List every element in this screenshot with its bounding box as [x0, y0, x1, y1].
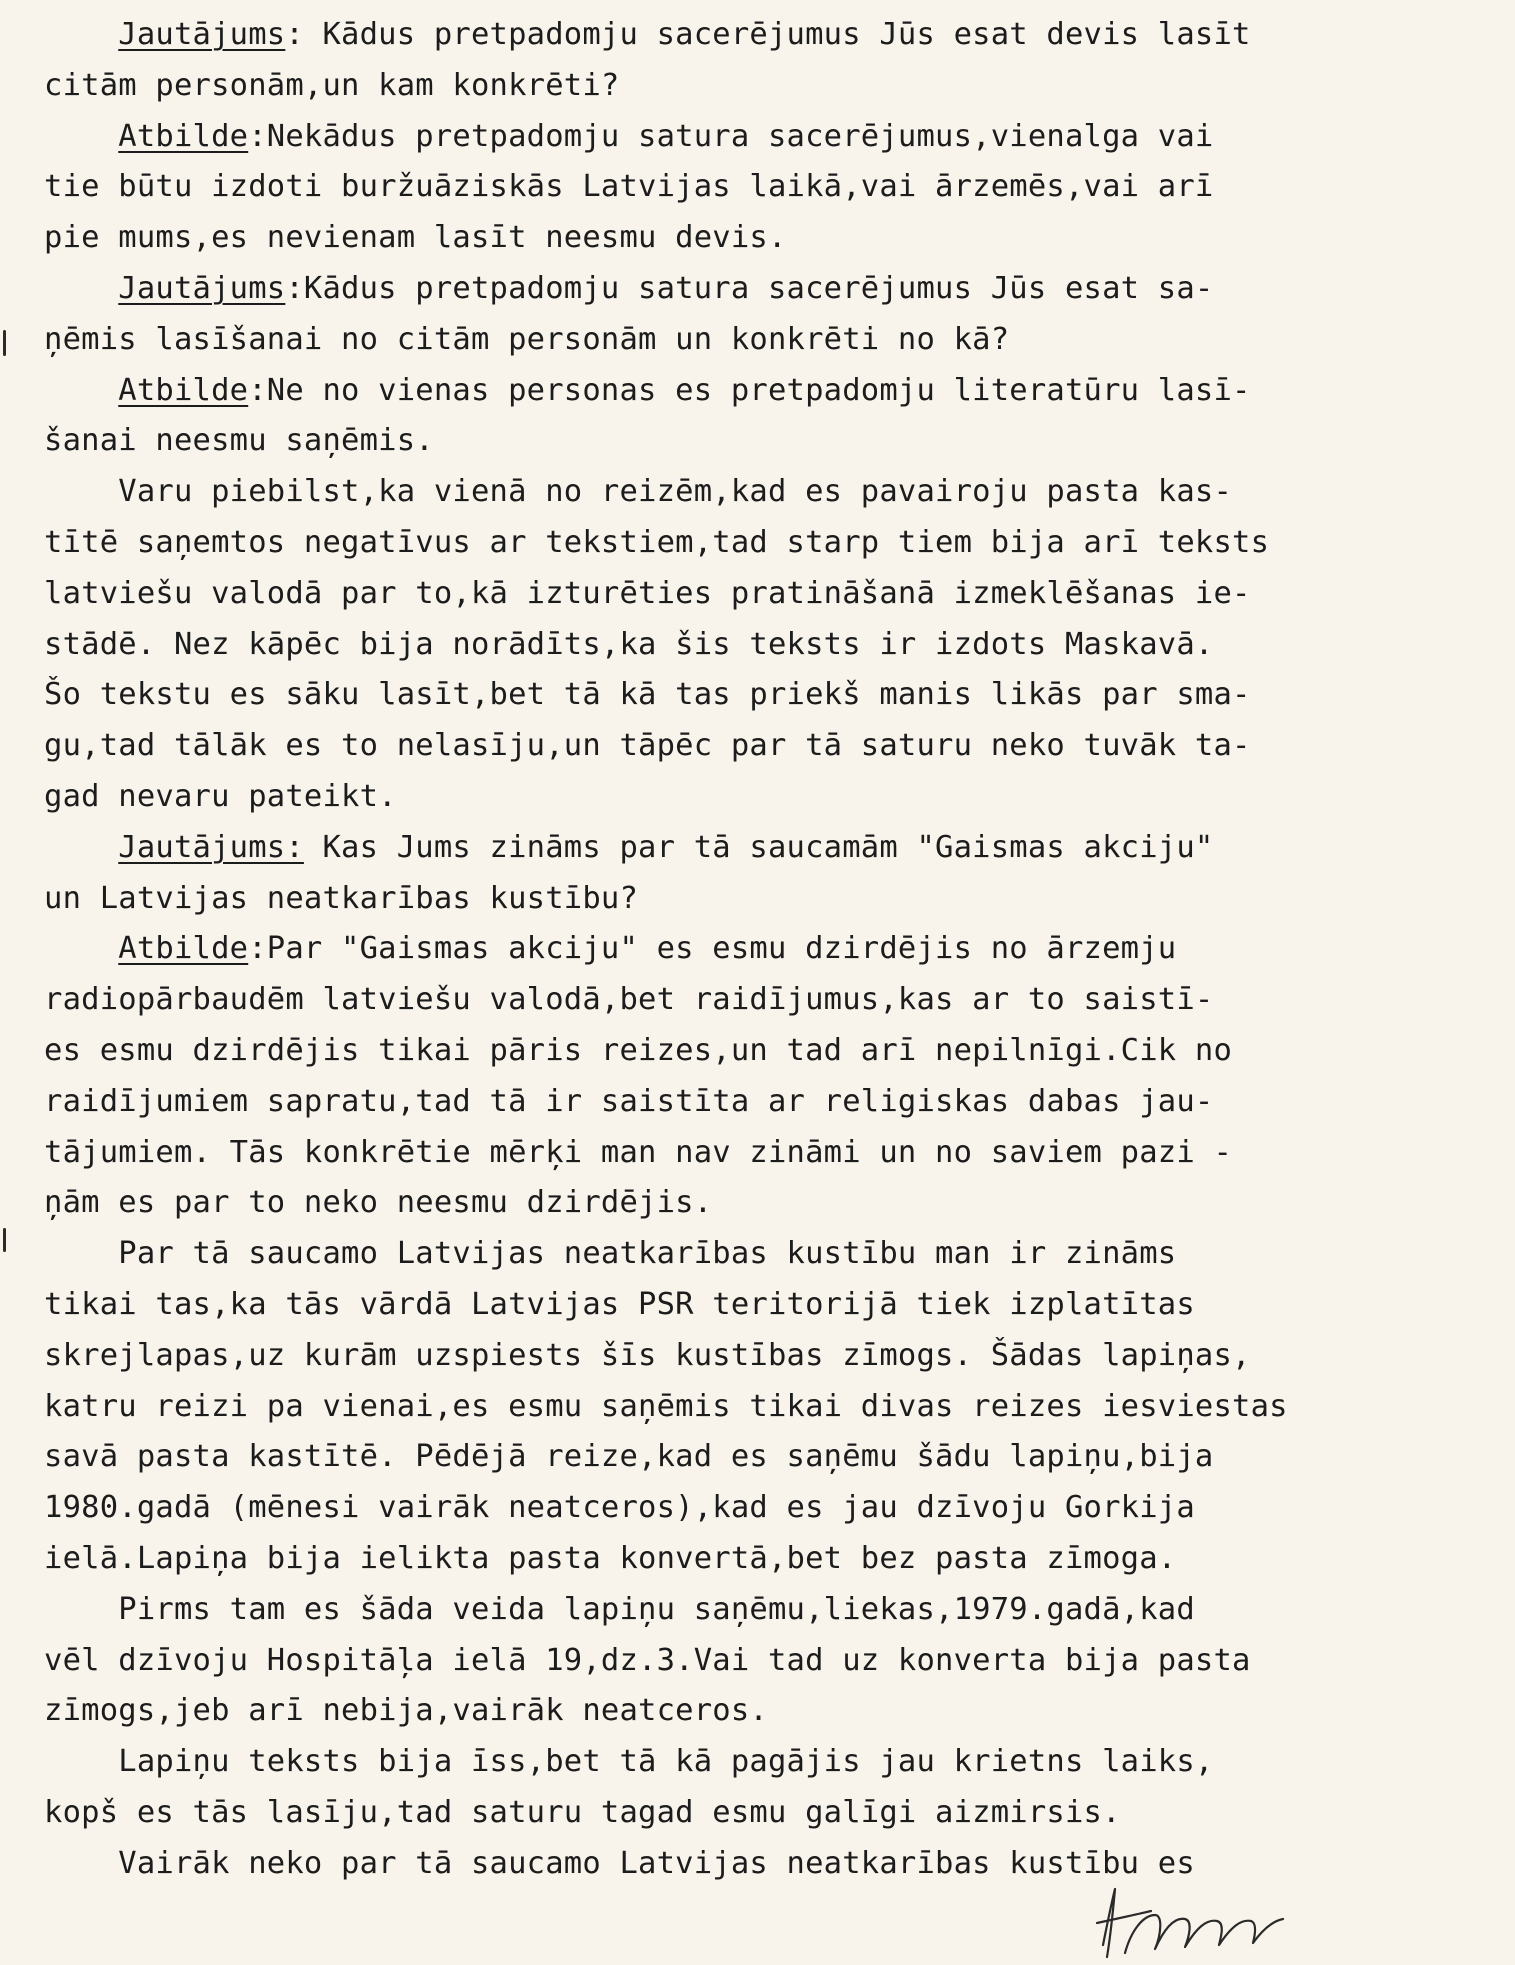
line-text: Kas Jums zināms par tā saucamām "Gaismas akciju"	[303, 829, 1214, 865]
text-line	[44, 670, 1484, 721]
line-indent	[44, 474, 118, 509]
line-text: Varu piebilst,ka vienā no reizēm,kad es pavairoju pasta kas-	[118, 474, 1233, 510]
line-text: stādē. Nez kāpēc bija norādīts,ka šis teksts ir izdots Maskavā.	[44, 626, 1214, 662]
line-text: Šo tekstu es sāku lasīt,bet tā kā tas priekš manis likās par sma-	[44, 677, 1251, 713]
text-line	[44, 518, 1484, 569]
margin-mark-middle	[3, 1228, 6, 1252]
text-line	[44, 162, 1484, 213]
line-indent	[44, 271, 118, 306]
line-text: katru reizi pa vienai,es esmu saņēmis tikai divas reizes iesviestas	[44, 1388, 1288, 1424]
speaker-label: Atbilde	[118, 118, 249, 154]
text-line	[44, 874, 1484, 925]
text-line	[44, 772, 1484, 823]
speaker-label: Atbilde	[118, 931, 249, 967]
text-line	[44, 1636, 1484, 1687]
line-text: gad nevaru pateikt.	[44, 778, 397, 814]
line-text: es esmu dzirdējis tikai pāris reizes,un tad arī nepilnīgi.Cik no	[44, 1032, 1233, 1068]
text-line	[44, 61, 1484, 112]
text-line	[44, 924, 1484, 975]
line-text: citām personām,un kam konkrēti?	[44, 67, 620, 103]
line-text: radiopārbaudēm latviešu valodā,bet raidījumus,kas ar to saistī-	[44, 982, 1214, 1018]
text-line	[44, 366, 1484, 417]
line-text: šanai neesmu saņēmis.	[44, 423, 434, 459]
line-indent	[44, 830, 118, 865]
line-text: :Ne no vienas personas es pretpadomju literatūru lasī-	[248, 372, 1251, 408]
line-indent	[44, 1744, 118, 1779]
text-line	[44, 1585, 1484, 1636]
line-text: Vairāk neko par tā saucamo Latvijas neatkarības kustību es	[118, 1845, 1195, 1881]
text-line	[44, 112, 1484, 163]
text-line	[44, 569, 1484, 620]
text-line	[44, 1026, 1484, 1077]
line-text: gu,tad tālāk es to nelasīju,un tāpēc par tā saturu neko tuvāk ta-	[44, 728, 1251, 764]
text-line	[44, 1077, 1484, 1128]
text-line	[44, 10, 1484, 61]
handwritten-signature-icon	[1085, 1875, 1305, 1965]
line-text: ņām es par to neko neesmu dzirdējis.	[44, 1185, 713, 1221]
line-text: :Kādus pretpadomju satura sacerējumus Jūs esat sa-	[285, 270, 1214, 306]
text-line	[44, 1737, 1484, 1788]
text-line	[44, 620, 1484, 671]
line-text: Pirms tam es šāda veida lapiņu saņēmu,liekas,1979.gadā,kad	[118, 1591, 1195, 1627]
line-text: Par tā saucamo Latvijas neatkarības kustību man ir zināms	[118, 1236, 1177, 1272]
line-text: ņēmis lasīšanai no citām personām un konkrēti no kā?	[44, 321, 1010, 357]
line-indent	[44, 373, 118, 408]
text-line	[44, 1382, 1484, 1433]
speaker-label: Jautājums	[118, 17, 286, 52]
line-text: latviešu valodā par to,kā izturēties pratināšanā izmeklēšanas ie-	[44, 575, 1251, 611]
text-line	[44, 467, 1484, 518]
line-indent	[44, 119, 118, 154]
line-text: : Kādus pretpadomju sacerējumus Jūs esat devis lasīt	[285, 17, 1251, 52]
line-text: tie būtu izdoti buržuāziskās Latvijas laikā,vai ārzemēs,vai arī	[44, 169, 1214, 205]
text-line	[44, 1280, 1484, 1331]
line-text: raidījumiem sapratu,tad tā ir saistīta ar religiskas dabas jau-	[44, 1083, 1214, 1119]
text-line	[44, 1331, 1484, 1382]
line-text: pie mums,es nevienam lasīt neesmu devis.	[44, 220, 787, 256]
line-text: :Par "Gaismas akciju" es esmu dzirdējis no ārzemju	[248, 931, 1177, 967]
line-text: zīmogs,jeb arī nebija,vairāk neatceros.	[44, 1693, 768, 1729]
text-line	[44, 264, 1484, 315]
text-line	[44, 1229, 1484, 1280]
line-text: tītē saņemtos negatīvus ar tekstiem,tad starp tiem bija arī teksts	[44, 524, 1270, 560]
text-line	[44, 213, 1484, 264]
text-line	[44, 315, 1484, 366]
line-indent	[44, 931, 118, 966]
line-text: savā pasta kastītē. Pēdējā reize,kad es saņēmu šādu lapiņu,bija	[44, 1439, 1214, 1475]
line-indent	[44, 1846, 118, 1881]
line-text: tājumiem. Tās konkrētie mērķi man nav zināmi un no saviem pazi -	[44, 1134, 1233, 1170]
typewritten-text	[44, 10, 1484, 1889]
text-line	[44, 1686, 1484, 1737]
text-line	[44, 416, 1484, 467]
line-indent	[44, 1592, 118, 1627]
line-text: tikai tas,ka tās vārdā Latvijas PSR teritorijā tiek izplatītas	[44, 1286, 1195, 1322]
line-text: un Latvijas neatkarības kustību?	[44, 880, 639, 916]
text-line	[44, 1534, 1484, 1585]
line-text: ielā.Lapiņa bija ielikta pasta konvertā,bet bez pasta zīmoga.	[44, 1540, 1177, 1576]
margin-mark-top	[3, 330, 6, 356]
text-line	[44, 1128, 1484, 1179]
text-line	[44, 1432, 1484, 1483]
line-text: skrejlapas,uz kurām uzspiests šīs kustības zīmogs. Šādas lapiņas,	[44, 1337, 1251, 1373]
line-text: Lapiņu teksts bija īss,bet tā kā pagājis jau krietns laiks,	[118, 1744, 1214, 1780]
text-line	[44, 721, 1484, 772]
text-line	[44, 1483, 1484, 1534]
text-line	[44, 1788, 1484, 1839]
line-text: vēl dzīvoju Hospitāļa ielā 19,dz.3.Vai tad uz konverta bija pasta	[44, 1642, 1251, 1678]
line-text: 1980.gadā (mēnesi vairāk neatceros),kad es jau dzīvoju Gorkija	[44, 1490, 1195, 1526]
speaker-label: Jautājums	[118, 270, 286, 306]
text-line	[44, 1178, 1484, 1229]
line-indent	[44, 17, 118, 52]
text-line	[44, 823, 1484, 874]
line-text: kopš es tās lasīju,tad saturu tagad esmu galīgi aizmirsis.	[44, 1794, 1121, 1830]
line-indent	[44, 1236, 118, 1271]
speaker-label: Jautājums:	[118, 829, 304, 865]
speaker-label: Atbilde	[118, 372, 249, 408]
line-text: :Nekādus pretpadomju satura sacerējumus,vienalga vai	[248, 118, 1214, 154]
text-line	[44, 975, 1484, 1026]
